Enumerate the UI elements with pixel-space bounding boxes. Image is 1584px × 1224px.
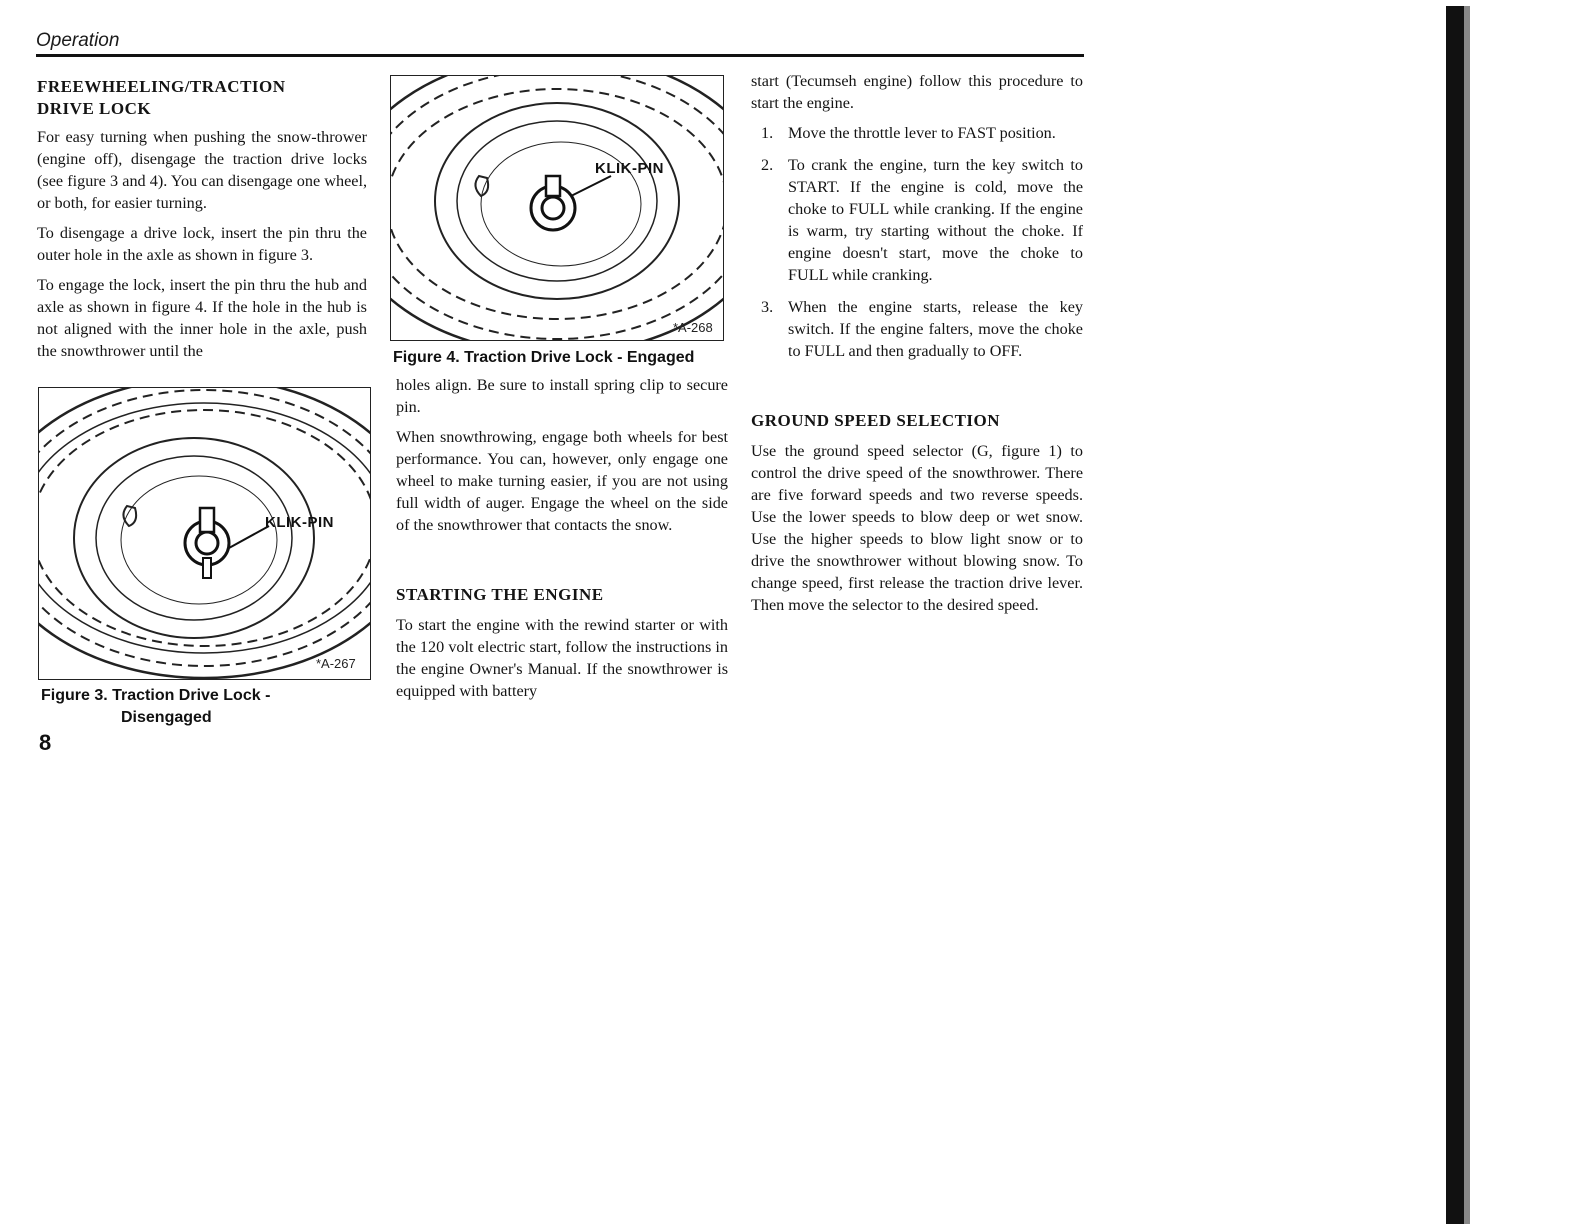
freewheeling-paragraph-3: To engage the lock, insert the pin thru the hub and axle as shown in figure 4. If the hole in the hub is not aligned with the inner hole in the axle, push the snowthrower until the bbox=[37, 276, 367, 360]
figure-4-caption: Figure 4. Traction Drive Lock - Engaged bbox=[393, 349, 695, 366]
figure-3-caption-line-1: Figure 3. Traction Drive Lock - bbox=[41, 687, 271, 704]
ground-speed-paragraph: Use the ground speed selector (G, figure 1) to control the drive speed of the snowthrower. There are five forward speeds and two reverse speeds. Use the lower speeds to blow deep or wet snow. Use the higher speeds to blow light snow or to drive the snowthrower without blowing snow. To change speed, first release the traction drive lever. Then move the selector to the desired speed. bbox=[751, 442, 1083, 614]
step-text: To crank the engine, turn the key switch to START. If the engine is cold, move the choke to FULL while cranking. If the engine is warm, try starting without the choke. If engine doesn't start, move the choke to FULL while cranking. bbox=[788, 156, 1083, 284]
section-header: Operation bbox=[36, 30, 120, 51]
column-2 bbox=[396, 374, 728, 710]
scan-page-edge bbox=[1446, 6, 1464, 1224]
ground-speed-heading: GROUND SPEED SELECTION bbox=[751, 411, 1001, 430]
figure-3-caption bbox=[41, 685, 371, 729]
freewheeling-paragraph-2: To disengage a drive lock, insert the pin thru the outer hole in the axle as shown in figure 3. bbox=[37, 224, 367, 264]
figure-3-caption-line-2: Disengaged bbox=[121, 709, 212, 726]
wheel-drive-lock-disengaged-drawing bbox=[39, 388, 370, 679]
column-1 bbox=[37, 76, 367, 370]
freewheeling-paragraph-1: For easy turning when pushing the snow-thrower (engine off), disengage the traction drive locks (see figure 3 and 4). You can disengage one wheel, or both, for easier turning. bbox=[37, 128, 367, 212]
freewheeling-heading bbox=[37, 76, 367, 120]
starting-steps bbox=[751, 122, 1083, 362]
heading-line-2: DRIVE LOCK bbox=[37, 99, 152, 118]
figure-3-illustration bbox=[38, 387, 371, 680]
heading-line-1: FREEWHEELING/TRACTION bbox=[37, 77, 286, 96]
list-item bbox=[751, 122, 1083, 144]
step-text: Move the throttle lever to FAST position. bbox=[788, 124, 1056, 142]
freewheeling-paragraph-5: When snowthrowing, engage both wheels for best performance. You can, however, only engage one wheel to make turning easier, if you are not using full width of auger. Engage the wheel on the side of the snowthrower that contacts the snow. bbox=[396, 428, 728, 534]
page-number: 8 bbox=[39, 730, 52, 755]
figure-3-klik-pin-label: KLIK-PIN bbox=[265, 514, 334, 531]
list-item bbox=[751, 296, 1083, 362]
list-item bbox=[751, 154, 1083, 286]
column-3 bbox=[751, 70, 1083, 624]
step-number: 1. bbox=[761, 124, 774, 142]
figure-3-code: *A-267 bbox=[316, 656, 356, 671]
step-number: 3. bbox=[761, 298, 774, 316]
wheel-drive-lock-engaged-drawing bbox=[391, 76, 723, 340]
starting-paragraph-1: To start the engine with the rewind starter or with the 120 volt electric start, follow the instructions in the engine Owner's Manual. If the snowthrower is equipped with battery bbox=[396, 616, 728, 700]
header-rule bbox=[36, 54, 1084, 57]
figure-4-code: *A-268 bbox=[673, 320, 713, 335]
freewheeling-paragraph-4: holes align. Be sure to install spring clip to secure pin. bbox=[396, 376, 728, 416]
step-text: When the engine starts, release the key switch. If the engine falters, move the choke to FULL and then gradually to OFF. bbox=[788, 298, 1083, 360]
figure-4-illustration bbox=[390, 75, 724, 341]
starting-paragraph-2: start (Tecumseh engine) follow this procedure to start the engine. bbox=[751, 72, 1083, 112]
starting-heading: STARTING THE ENGINE bbox=[396, 585, 604, 604]
step-number: 2. bbox=[761, 156, 774, 174]
scan-page-edge-shadow bbox=[1464, 6, 1470, 1224]
figure-4-klik-pin-label: KLIK-PIN bbox=[595, 160, 664, 177]
